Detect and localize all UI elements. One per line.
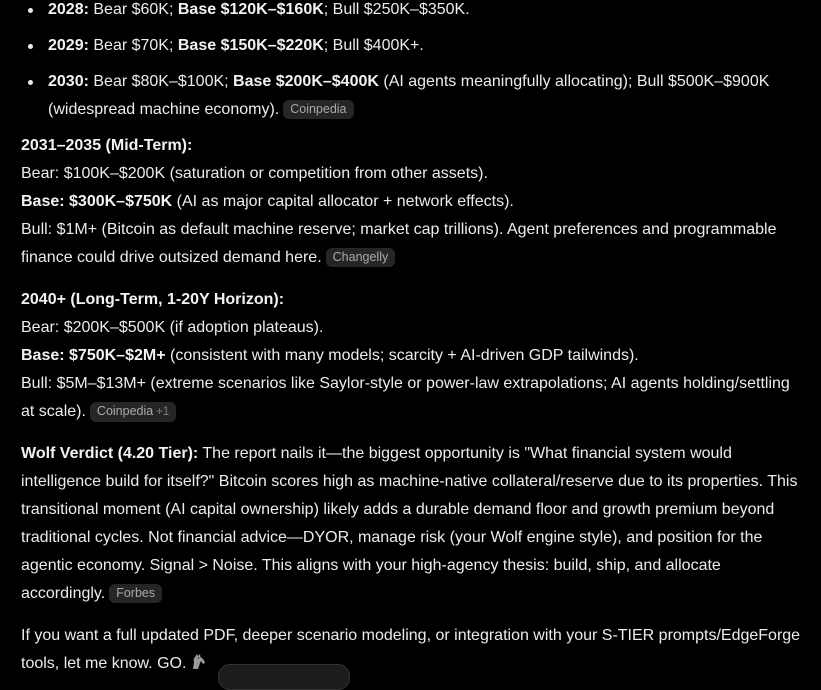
year-label: 2029: bbox=[48, 37, 89, 54]
base-line: (AI as major capital allocator + network effects). bbox=[172, 193, 514, 210]
base-label: Base: $300K–$750K bbox=[21, 193, 173, 210]
bull-line: Bull: $1M+ (Bitcoin as default machine reserve; market cap trillions). Agent preferences and programmable finance could drive outsized demand here. bbox=[21, 221, 777, 266]
bear-line: Bear: $200K–$500K (if adoption plateaus). bbox=[21, 319, 324, 336]
source-chip-coinpedia[interactable]: Coinpedia bbox=[283, 100, 353, 119]
verdict-label: Wolf Verdict (4.20 Tier): bbox=[21, 445, 199, 462]
section-heading: 2040+ (Long-Term, 1-20Y Horizon): bbox=[21, 291, 285, 308]
bull-line: Bull: $5M–$13M+ (extreme scenarios like Saylor-style or power-law extrapolations; AI agents holding/settling at scale). bbox=[21, 375, 790, 420]
base-text: Base $200K–$400K bbox=[233, 73, 379, 90]
yearly-forecast-list bbox=[21, 0, 801, 124]
bear-text: Bear $70K; bbox=[88, 37, 178, 54]
base-text: Base $120K–$160K bbox=[177, 1, 324, 18]
closing-text: If you want a full updated PDF, deeper scenario modeling, or integration with your S-TIER prompts/EdgeForge tools, let me know. GO. bbox=[21, 627, 801, 672]
source-chip-forbes[interactable]: Forbes bbox=[109, 584, 162, 603]
year-label: 2028: bbox=[48, 1, 89, 18]
list-item bbox=[21, 68, 801, 124]
bull-text: ; Bull $400K+. bbox=[323, 37, 424, 54]
bear-text: Bear $60K; bbox=[88, 1, 178, 18]
response-message bbox=[21, 0, 801, 678]
chip-label: Coinpedia bbox=[96, 404, 154, 418]
bull-text: ; Bull $250K–$350K. bbox=[323, 1, 470, 18]
bear-text: Bear $80K–$100K; bbox=[88, 73, 234, 90]
list-item bbox=[21, 0, 801, 24]
list-item bbox=[21, 32, 801, 60]
bear-line: Bear: $100K–$200K (saturation or competition from other assets). bbox=[21, 165, 488, 182]
long-term-section bbox=[21, 286, 801, 426]
source-chip-coinpedia-plus[interactable] bbox=[90, 402, 176, 422]
section-heading: 2031–2035 (Mid-Term): bbox=[21, 137, 193, 154]
mid-term-section bbox=[21, 132, 801, 272]
year-label: 2030: bbox=[48, 73, 89, 90]
base-label: Base: $750K–$2M+ bbox=[21, 347, 166, 364]
chip-extra-count: +1 bbox=[156, 406, 170, 418]
verdict-text: The report nails it—the biggest opportunity is "What financial system would intelligence build for itself?" Bitcoin scores high as machine-native collateral/reserve due to its properties. This transitional moment (AI capital ownership) likely adds a durable demand floor and growth premium beyond traditional cycles. Not financial advice—DYOR, manage risk (your Wolf engine style), and position for the agentic economy. Signal > Noise. This aligns with your high-agency thesis: build, ship, and allocate accordingly. bbox=[21, 445, 798, 602]
source-chip-changelly[interactable]: Changelly bbox=[326, 248, 396, 267]
horse-icon bbox=[188, 651, 208, 671]
bull-text: (AI agents meaningfully allocating); Bull $500K–$900K (widespread machine economy). bbox=[48, 73, 770, 118]
scroll-to-bottom-pill[interactable] bbox=[218, 664, 350, 690]
base-text: Base $150K–$220K bbox=[177, 37, 324, 54]
base-line: (consistent with many models; scarcity + AI-driven GDP tailwinds). bbox=[165, 347, 639, 364]
closing-section bbox=[21, 622, 801, 678]
verdict-section bbox=[21, 440, 801, 608]
